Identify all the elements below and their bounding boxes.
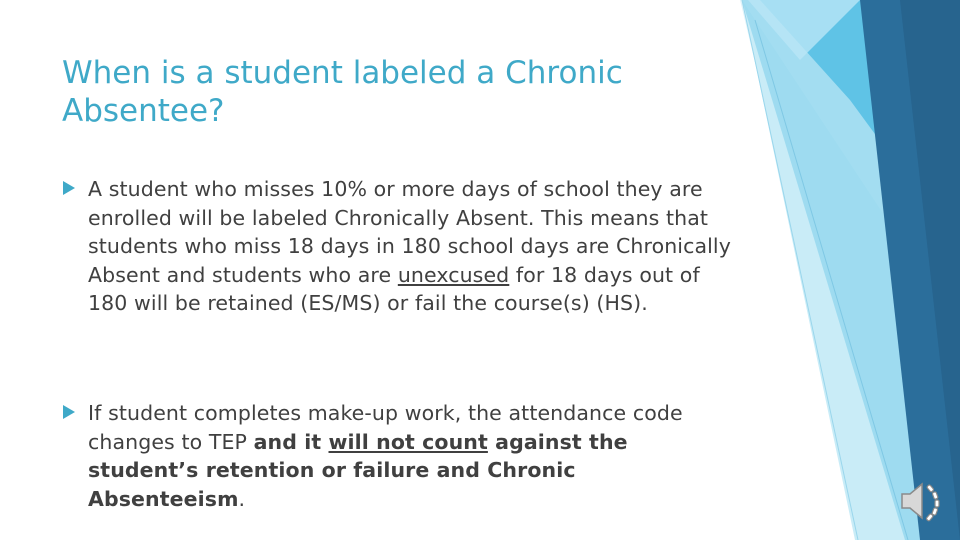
bullet-2-text-start: If student completes make-up work, the attendance code changes to TEP	[88, 401, 683, 454]
triangle-bullet-icon	[62, 405, 76, 419]
bullet-1-text-end: for 18 days out of 180 will be retained (ES/MS) or fail the course(s) (HS).	[88, 262, 700, 315]
bullet-text-1	[88, 175, 732, 318]
bullet-2-bold-a: and it	[253, 429, 329, 454]
bullet-2-bold-b: against the student’s retention or failure and Chronic Absenteeism	[88, 429, 628, 511]
speaker-icon[interactable]	[898, 476, 948, 526]
triangle-bullet-icon	[62, 181, 76, 195]
underlined-term-unexcused: unexcused	[397, 262, 510, 287]
bullet-2-text-end: .	[238, 486, 246, 511]
bullet-item-1	[62, 175, 732, 318]
bullet-item-2	[62, 399, 732, 513]
bullet-2-bold-underlined: will not count	[328, 429, 488, 454]
bullet-1-text-start: A student who misses 10% or more days of school they are enrolled will be labeled Chronically Absent. This means that students who miss 18 days in 180 school days are Chronically Absent and students who are	[88, 177, 731, 287]
slide-title: When is a student labeled a Chronic Absentee?	[62, 55, 623, 129]
bullet-text-2	[88, 399, 732, 513]
